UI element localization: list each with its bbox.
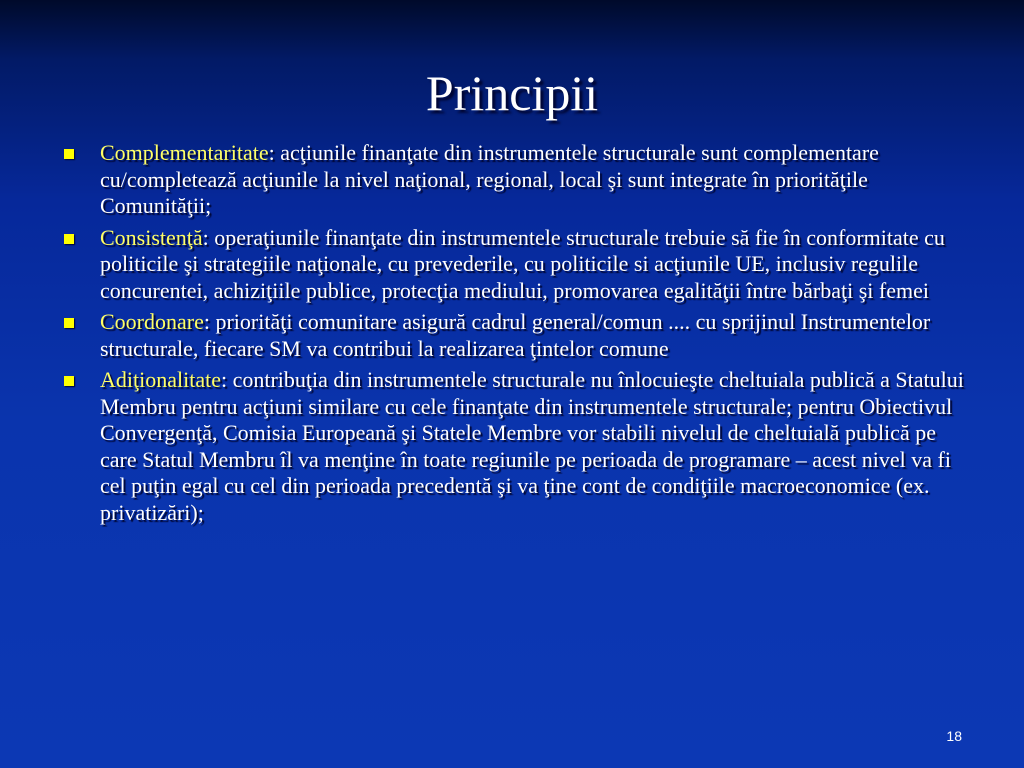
bullet-item — [62, 367, 968, 526]
bullet-text: priorităţi comunitare asigură cadrul general/comun .... cu sprijinul Instrumentelor structurale, fiecare SM va contribui la realizarea ţintelor comune — [100, 309, 931, 361]
page-number: 18 — [946, 728, 962, 744]
bullet-text: operaţiunile finanţate din instrumentele structurale trebuie să fie în conformitate cu politicile şi strategiile naţionale, cu prevederile, cu politicile si acţiunile UE, inclusiv regulile concurentei, achiziţiile publice, protecţia mediului, promovarea egalităţii între bărbaţi şi femei — [100, 224, 945, 303]
bullet-item — [62, 309, 968, 362]
bullet-term: Consistenţă — [100, 224, 203, 250]
bullet-text: contribuţia din instrumentele structurale nu înlocuieşte cheltuiala publică a Statului Membru pentru acţiuni similare cu cele finanţate din instrumentele structurale; pentru Obiectivul Convergenţă, Comisia Europeană şi Statele Membre vor stabili nivelul de cheltuială publică pe care Statul Membru îl va menţine în toate regiunile pe perioada de programare – acest nivel va fi cel puţin egal cu cel din perioada precedentă şi va ţine cont de condiţiile macroeconomice (ex. privatizări); — [100, 367, 964, 525]
bullet-item — [62, 225, 968, 305]
bullet-separator: : — [203, 309, 216, 334]
bullet-item — [62, 140, 968, 220]
square-bullet-icon — [64, 149, 74, 159]
bullet-term: Coordonare — [100, 309, 204, 334]
square-bullet-icon — [64, 234, 74, 244]
square-bullet-icon — [64, 318, 74, 328]
bullet-term: Adiţionalitate — [100, 367, 221, 392]
bullet-list — [62, 140, 968, 531]
bullet-separator: : — [268, 140, 281, 165]
slide-title: Principii — [425, 65, 599, 121]
bullet-separator: : — [220, 367, 233, 392]
bullet-text: acţiunile finanţate din instrumentele structurale sunt complementare cu/completează acţiunile la nivel naţional, regional, local şi sunt integrate în priorităţile Comunităţii; — [100, 140, 879, 218]
bullet-separator: : — [202, 224, 215, 250]
square-bullet-icon — [64, 376, 74, 386]
bullet-term: Complementaritate — [100, 140, 269, 165]
